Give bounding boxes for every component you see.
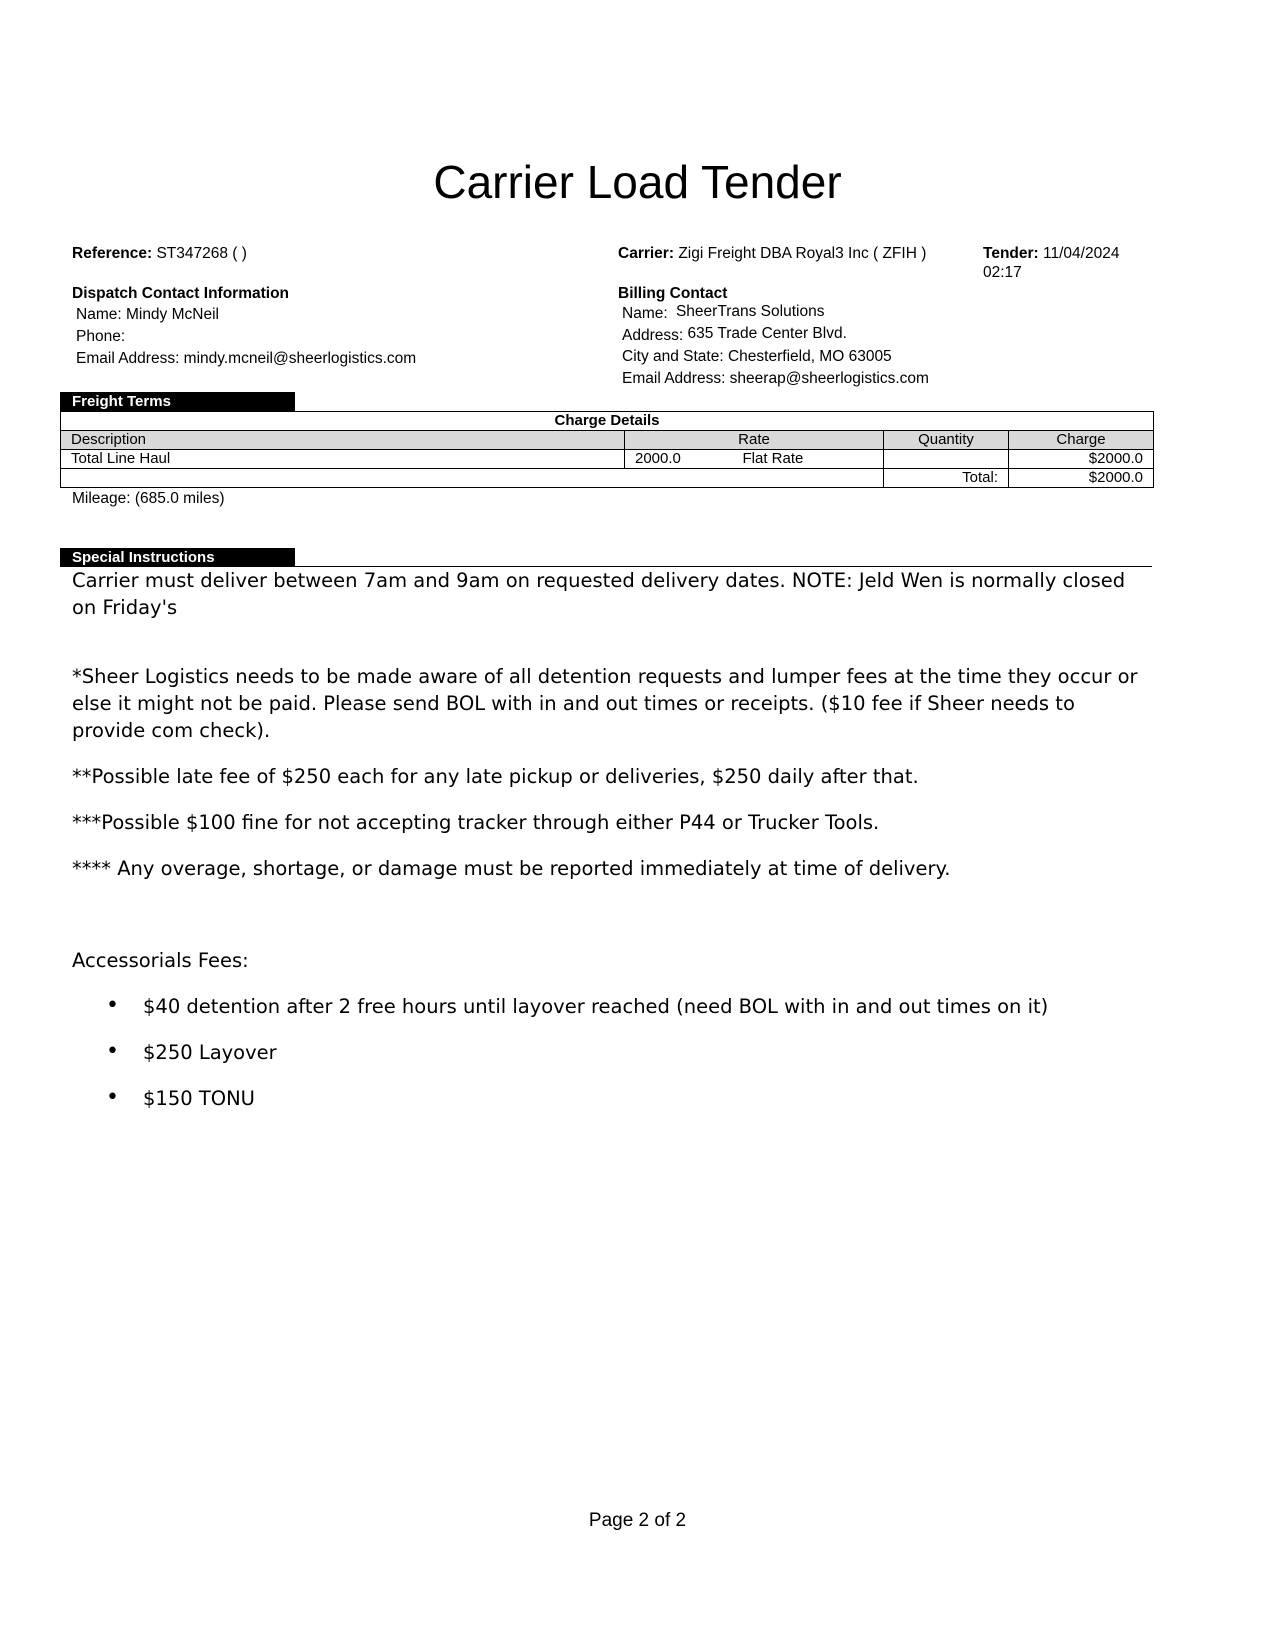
instruction-detention-notice: *Sheer Logistics needs to be made aware of all detention requests and lumper fees at the time they occur or else it might not be paid. Please send BOL with in and out times or receipts. ($10 fee if Sheer needs to provide com check). bbox=[72, 665, 1138, 742]
header-charge: Charge bbox=[1009, 431, 1154, 450]
billing-email: Email Address: sheerap@sheerlogistics.com bbox=[622, 370, 929, 387]
billing-city bbox=[618, 347, 929, 366]
billing-contact bbox=[618, 284, 929, 388]
billing-heading: Billing Contact bbox=[618, 285, 728, 302]
accessorials-heading: Accessorials Fees: bbox=[72, 949, 249, 972]
billing-address-value: 635 Trade Center Blvd. bbox=[687, 325, 847, 342]
header-rate: Rate bbox=[625, 431, 884, 450]
header-quantity: Quantity bbox=[884, 431, 1009, 450]
billing-address-label: Address: bbox=[622, 327, 684, 344]
tender-field bbox=[983, 244, 1153, 282]
table-header-row bbox=[61, 431, 1154, 450]
accessorial-layover: $250 Layover bbox=[143, 1041, 277, 1064]
instruction-late-fee: **Possible late fee of $250 each for any late pickup or deliveries, $250 daily after that. bbox=[72, 765, 919, 788]
bullet-icon: • bbox=[106, 1039, 119, 1064]
carrier-label: Carrier: bbox=[618, 245, 674, 262]
mileage: Mileage: (685.0 miles) bbox=[72, 490, 225, 507]
carrier-value: Zigi Freight DBA Royal3 Inc ( ZFIH ) bbox=[678, 245, 927, 262]
total-label: Total: bbox=[884, 469, 1009, 488]
page-number: Page 2 of 2 bbox=[588, 1510, 687, 1531]
list-item bbox=[72, 1039, 1142, 1066]
row-description: Total Line Haul bbox=[61, 450, 625, 469]
special-instructions-bar: Special Instructions bbox=[60, 548, 295, 567]
dispatch-phone: Phone: bbox=[76, 328, 126, 345]
billing-name-value: SheerTrans Solutions bbox=[675, 303, 825, 320]
header-description: Description bbox=[61, 431, 625, 450]
tender-label: Tender: bbox=[983, 245, 1039, 262]
billing-name-label: Name: bbox=[622, 305, 668, 322]
dispatch-heading: Dispatch Contact Information bbox=[72, 285, 290, 302]
accessorial-tonu: $150 TONU bbox=[143, 1087, 255, 1110]
dispatch-name: Name: Mindy McNeil bbox=[76, 306, 219, 323]
list-item bbox=[72, 993, 1142, 1020]
row-charge: $2000.0 bbox=[1009, 450, 1154, 469]
reference-label: Reference: bbox=[72, 245, 153, 262]
document-title: Carrier Load Tender bbox=[433, 156, 842, 208]
special-instructions-body bbox=[72, 567, 1142, 1112]
table-row bbox=[61, 450, 1154, 469]
instruction-tracker-fine: ***Possible $100 fine for not accepting tracker through either P44 or Trucker Tools. bbox=[72, 811, 880, 834]
freight-terms-bar: Freight Terms bbox=[60, 392, 295, 411]
carrier-field bbox=[618, 244, 926, 263]
dispatch-email: Email Address: mindy.mcneil@sheerlogistics.com bbox=[76, 350, 417, 367]
tender-time: 02:17 bbox=[983, 264, 1022, 281]
list-item bbox=[72, 1085, 1142, 1112]
charge-details-table bbox=[60, 411, 1154, 488]
charge-details-title: Charge Details bbox=[61, 412, 1154, 431]
billing-name bbox=[618, 304, 929, 323]
total-row bbox=[61, 469, 1154, 488]
billing-address bbox=[618, 326, 929, 345]
accessorial-detention: $40 detention after 2 free hours until layover reached (need BOL with in and out times on it) bbox=[143, 995, 1049, 1018]
row-quantity bbox=[884, 450, 1009, 469]
billing-city-value: Chesterfield, MO 63005 bbox=[727, 348, 892, 365]
instruction-delivery-window: Carrier must deliver between 7am and 9am on requested delivery dates. NOTE: Jeld Wen is normally closed on Friday's bbox=[72, 569, 1126, 619]
dispatch-contact bbox=[72, 284, 416, 368]
bullet-icon: • bbox=[106, 1085, 119, 1110]
reference-field bbox=[72, 244, 247, 263]
total-value: $2000.0 bbox=[1009, 469, 1154, 488]
total-spacer bbox=[61, 469, 884, 488]
tender-date: 11/04/2024 bbox=[1043, 245, 1120, 262]
row-rate-type: Flat Rate bbox=[719, 450, 884, 469]
reference-value: ST347268 ( ) bbox=[156, 245, 247, 262]
billing-city-label: City and State: bbox=[622, 348, 724, 365]
bullet-icon: • bbox=[106, 993, 119, 1018]
row-rate: 2000.0 bbox=[625, 450, 719, 469]
instruction-osd: **** Any overage, shortage, or damage must be reported immediately at time of delivery. bbox=[72, 857, 951, 880]
